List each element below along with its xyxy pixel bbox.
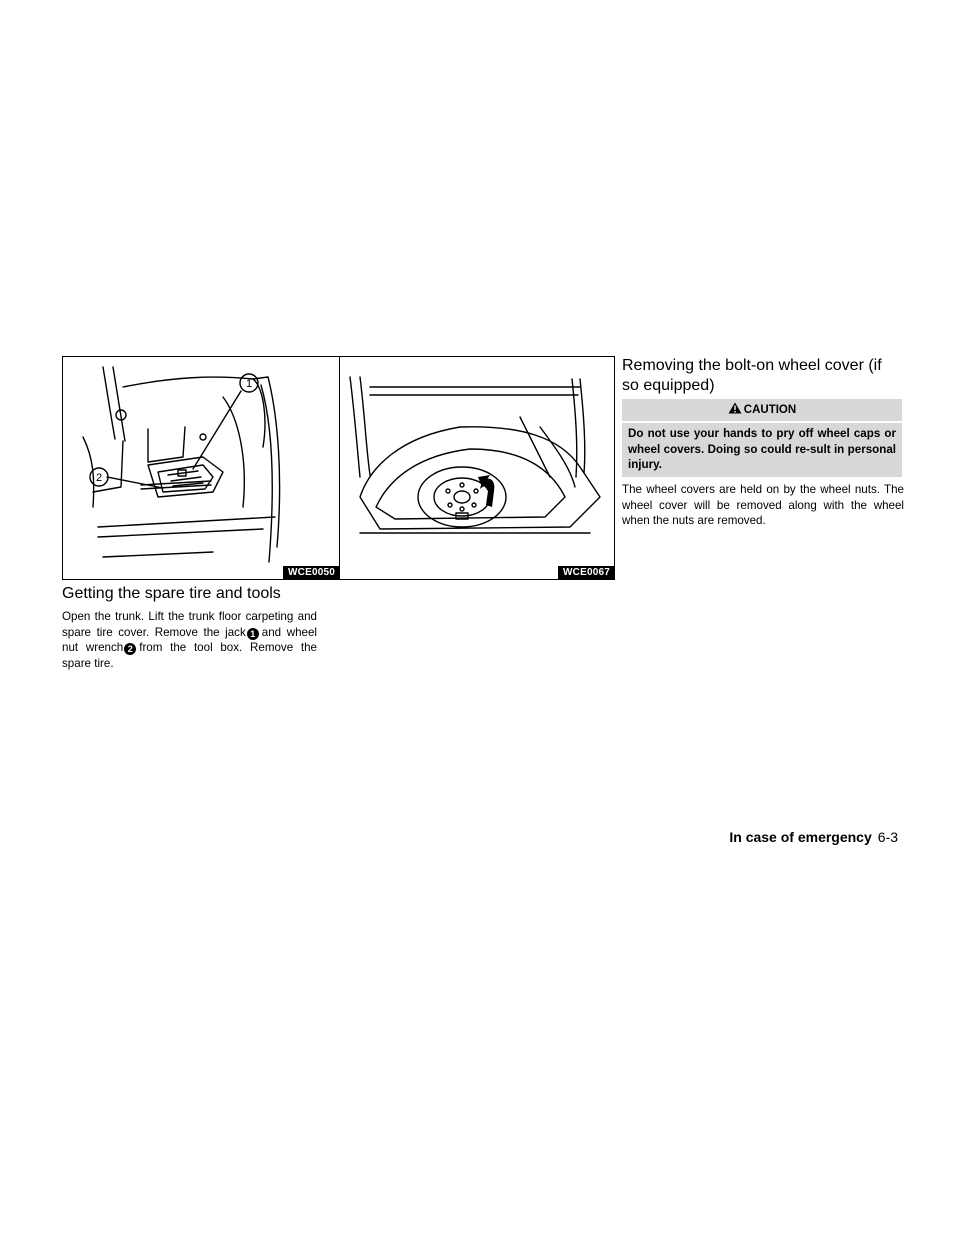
caution-header [622,399,902,421]
section-heading-wheel-cover: Removing the bolt-on wheel cover (if so equipped) [622,357,882,394]
caution-title: CAUTION [743,404,797,416]
section-heading-spare-tire: Getting the spare tire and tools [62,585,281,602]
callout-badge-1: 1 [247,628,259,640]
callout-badge-2: 2 [124,643,136,655]
spare-tire-instructions [62,609,317,671]
footer-section-title: In case of emergency [729,829,872,845]
callout-label-2: 2 [95,472,103,484]
figure-spare-tire [339,356,615,580]
page-footer [729,828,898,846]
spare-tire-illustration [340,357,615,580]
warning-icon [728,402,742,414]
caution-box [622,399,902,477]
callout-label-1: 1 [245,378,253,390]
figure-tool-box [62,356,340,580]
instruction-text-3: from the tool box. Remove the spare tire. [62,641,317,670]
tool-box-illustration [63,357,340,580]
caution-text: Do not use your hands to pry off wheel caps or wheel covers. Doing so could re-sult in personal injury. [622,423,902,477]
figure-code: WCE0067 [558,566,614,579]
wheel-cover-body: The wheel covers are held on by the wheel nuts. The wheel cover will be removed along with the wheel when the nuts are removed. [622,483,904,528]
instruction-text-1: Open the trunk. Lift the trunk floor carpeting and spare tire cover. Remove the jack [62,610,317,639]
instruction-text-2: and wheel nut wrench [62,625,317,655]
page-number: 6-3 [877,829,898,845]
figure-code: WCE0050 [283,566,339,579]
